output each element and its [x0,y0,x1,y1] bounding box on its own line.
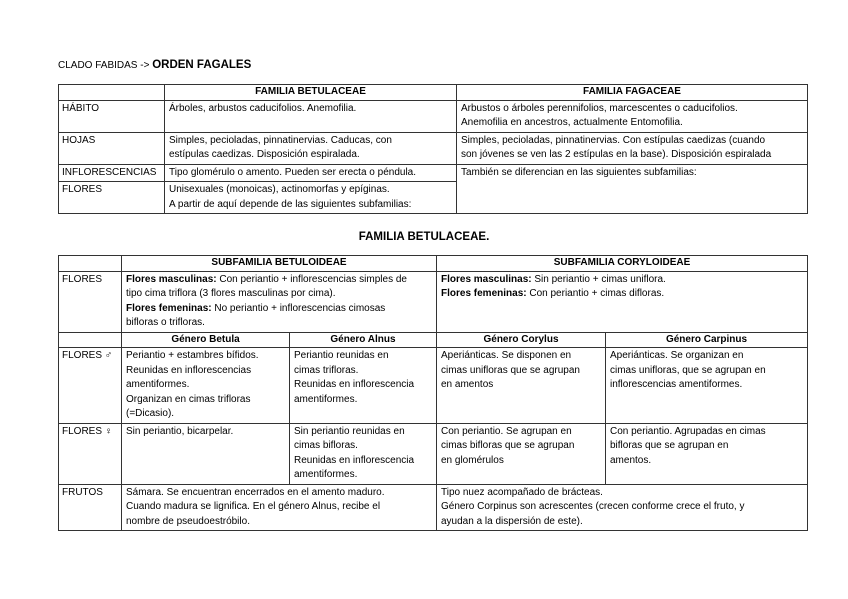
row-label-inflorescencias: INFLORESCENCIAS [59,164,165,182]
row-label-hojas: HOJAS [59,132,165,164]
hojas-fagaceae: Simples, pecioladas, pinnatinervias. Con estípulas caedizas (cuando son jóvenes se ven las 2 estípulas en la base). Disposición espiralada [457,132,808,164]
header-betuloideae: SUBFAMILIA BETULOIDEAE [122,256,437,272]
habito-fagaceae: Arbustos o árboles perennifolios, marcescentes o caducifolios. Anemofilia en ancestros, actualmente Entomofilia. [457,100,808,132]
fagales-families-table [58,84,808,214]
row-label-habito: HÁBITO [59,100,165,132]
inflorescencias-betulaceae: Tipo glomérulo o amento. Pueden ser erecta o péndula. [165,164,457,182]
flores-betuloideae: Flores masculinas: Con periantio + inflorescencias simples de tipo cima triflora (3 flores masculinas por cima). Flores femeninas: No periantio + inflorescencias cimosas bifloras o trifloras. [122,271,437,332]
table1-header-row [59,85,808,101]
header-genus-alnus: Género Alnus [290,332,437,348]
hojas-betulaceae: Simples, pecioladas, pinnatinervias. Caducas, con estípulas caedizas. Disposición espiralada. [165,132,457,164]
flores-fem-carpinus: Con periantio. Agrupadas en cimas bifloras que se agrupan en amentos. [606,423,808,484]
frutos-coryloideae: Tipo nuez acompañado de brácteas. Género Corpinus son acrescentes (crecen conforme crece el fruto, y ayudan a la dispersión de este). [437,484,808,531]
row-habito [59,100,808,132]
row-label-flores-masc: FLORES ♂ [59,348,122,424]
row-label-flores: FLORES [59,271,122,332]
row-label-frutos: FRUTOS [59,484,122,531]
betulaceae-subfamilies-table [58,255,808,531]
flores-masc-carpinus: Aperiánticas. Se organizan en cimas unifloras, que se agrupan en inflorescencias amentiformes. [606,348,808,424]
row-flores-subfamily [59,271,808,332]
header-fagaceae: FAMILIA FAGACEAE [457,85,808,101]
header-genus-carpinus: Género Carpinus [606,332,808,348]
table2-genera-row [59,332,808,348]
flores-fem-alnus: Sin periantio reunidas en cimas bifloras. Reunidas en inflorescencia amentiformes. [290,423,437,484]
habito-betulaceae: Árboles, arbustos caducifolios. Anemofilia. [165,100,457,132]
flores-fem-corylus: Con periantio. Se agrupan en cimas bifloras que se agrupan en glomérulos [437,423,606,484]
row-hojas [59,132,808,164]
flores-masc-corylus: Aperiánticas. Se disponen en cimas unifloras que se agrupan en amentos [437,348,606,424]
heading-title: ORDEN FAGALES [152,59,252,71]
heading-prefix: CLADO FABIDAS -> [58,60,150,71]
row-flores-masculinas [59,348,808,424]
flores-masc-alnus: Periantio reunidas en cimas trifloras. Reunidas en inflorescencia amentiformes. [290,348,437,424]
row-label-flores: FLORES [59,182,165,214]
header-genus-betula: Género Betula [122,332,290,348]
table2-header-row [59,256,808,272]
row-inflorescencias [59,164,808,182]
flores-coryloideae: Flores masculinas: Sin periantio + cimas uniflora. Flores femeninas: Con periantio + cimas difloras. [437,271,808,332]
header-coryloideae: SUBFAMILIA CORYLOIDEAE [437,256,808,272]
row-flores-femeninas [59,423,808,484]
header-genus-corylus: Género Corylus [437,332,606,348]
header-betulaceae: FAMILIA BETULACEAE [165,85,457,101]
betulaceae-title: FAMILIA BETULACEAE. [358,231,490,243]
row-frutos [59,484,808,531]
page-heading [58,59,251,71]
frutos-betuloideae: Sámara. Se encuentran encerrados en el amento maduro. Cuando madura se lignifica. En el género Alnus, recibe el nombre de pseudoestróbilo. [122,484,437,531]
fagaceae-subfamilies-note: También se diferencian en las siguientes subfamilias: [457,164,808,214]
flores-fem-betula: Sin periantio, bicarpelar. [122,423,290,484]
row-label-flores-fem: FLORES ♀ [59,423,122,484]
flores-betulaceae: Unisexuales (monoicas), actinomorfas y epíginas. A partir de aquí depende de las siguientes subfamilias: [165,182,457,214]
flores-masc-betula: Periantio + estambres bífidos. Reunidas en inflorescencias amentiformes. Organizan en cimas trifloras (=Dicasio). [122,348,290,424]
